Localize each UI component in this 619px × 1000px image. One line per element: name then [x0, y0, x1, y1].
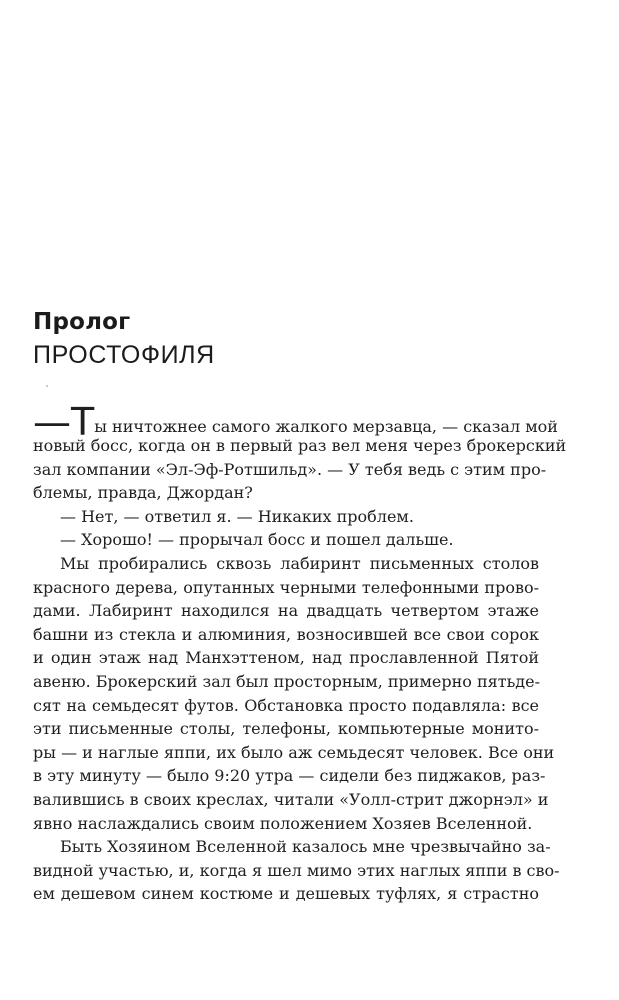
chapter-title: ПРОСТОФИЛЯ: [33, 341, 215, 369]
text-line: новый босс, когда он в первый раз вел меня через брокерский: [33, 436, 567, 455]
text-line: в эту минуту — было 9:20 утра — сидели без пиджаков, раз-: [33, 766, 546, 786]
text-line: зал компании «Эл-Эф-Ротшильд». — У тебя ведь с этим про-: [33, 459, 547, 479]
chapter-label: Пролог: [33, 309, 131, 335]
text-line: дами. Лабиринт находился на двадцать четвертом этаже: [33, 601, 539, 621]
text-line: башни из стекла и алюминия, возносившей все свои сорок: [33, 624, 539, 644]
text-line: валившись в своих креслах, читали «Уолл-стрит джорнэл» и: [33, 789, 549, 809]
text-line: красного дерева, опутанных черными телефонными прово-: [33, 577, 539, 597]
text-line: и один этаж над Манхэттеном, над прославленной Пятой: [33, 648, 539, 668]
text-line: явно наслаждались своим положением Хозяев Вселенной.: [33, 813, 533, 833]
text-line: блемы, правда, Джордан?: [33, 483, 253, 503]
text-line: — Хорошо! — прорычал босс и пошел дальше.: [60, 530, 454, 550]
text-line-1: [33, 400, 558, 444]
text-line: эти письменные столы, телефоны, компьютерные монито-: [33, 719, 539, 739]
text-line: авеню. Брокерский зал был просторным, примерно пятьде-: [33, 671, 541, 691]
text-line: сят на семьдесят футов. Обстановка просто подавляла: все: [33, 695, 539, 715]
text-line-1-rest: ы ничтожнее самого жалкого мерзавца, — сказал мой: [94, 417, 558, 436]
drop-cap: —Т: [33, 400, 95, 444]
text-line: ем дешевом синем костюме и дешевых туфлях, я страстно: [33, 884, 539, 904]
text-line: Быть Хозяином Вселенной казалось мне чрезвычайно за-: [60, 837, 551, 857]
text-line: Мы пробирались сквозь лабиринт письменных столов: [60, 553, 539, 573]
text-line: видной участью, и, когда я шел мимо этих наглых яппи в сво-: [33, 860, 560, 880]
print-speck: [46, 385, 48, 387]
text-line: — Нет, — ответил я. — Никаких проблем.: [60, 506, 414, 526]
body-text: [33, 400, 567, 906]
text-line: ры — и наглые яппи, их было аж семьдесят человек. Все они: [33, 742, 555, 762]
